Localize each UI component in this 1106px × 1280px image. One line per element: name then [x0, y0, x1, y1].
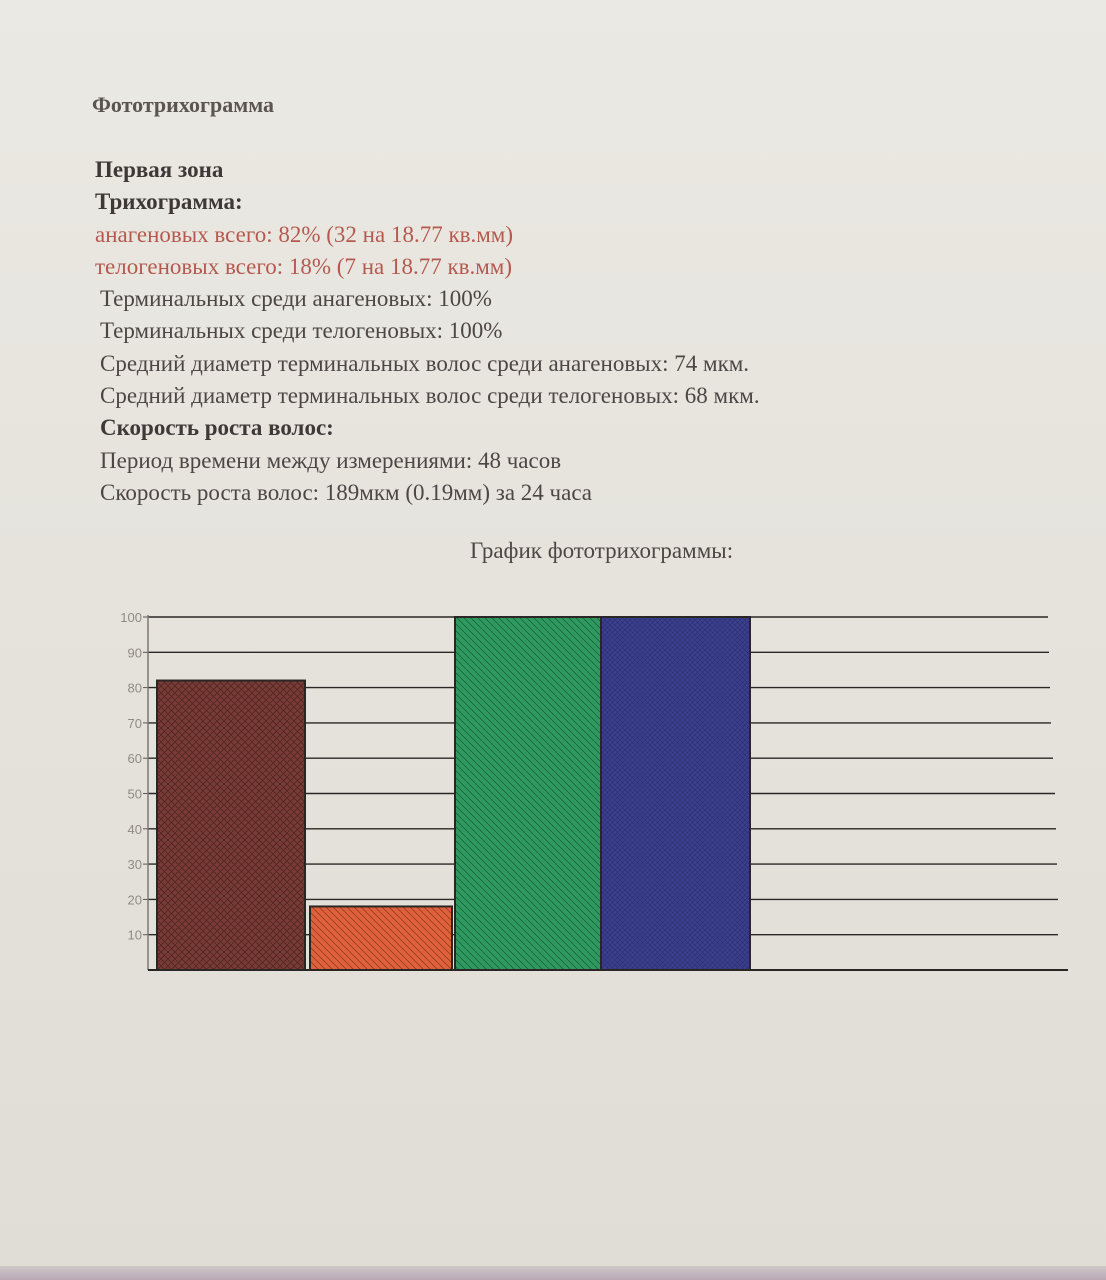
growth-rate: Скорость роста волос: 189мкм (0.19мм) за 24 часа — [100, 479, 593, 505]
growth-heading: Скорость роста волос: — [100, 415, 334, 441]
trichogram-heading: Трихограмма: — [95, 189, 243, 215]
y-tick-label: 40 — [127, 821, 142, 837]
y-tick-label: 80 — [127, 680, 142, 696]
anagen-total: анагеновых всего: 82% (32 на 18.77 кв.мм) — [95, 221, 513, 247]
bar-hatch — [157, 681, 305, 970]
document-title: Фототрихограмма — [92, 92, 275, 117]
diameter-telogen: Средний диаметр терминальных волос среди телогеновых: 68 мкм. — [100, 383, 760, 409]
y-tick-label: 30 — [127, 857, 142, 873]
telogen-total: телогеновых всего: 18% (7 на 18.77 кв.мм) — [95, 253, 513, 279]
y-tick-label: 60 — [127, 751, 142, 767]
y-tick-label: 100 — [120, 610, 142, 625]
measurement-period: Период времени между измерениями: 48 часов — [100, 447, 562, 473]
y-tick-label: 10 — [127, 927, 142, 943]
y-tick-label: 70 — [127, 715, 142, 731]
zone-heading: Первая зона — [95, 157, 224, 182]
terminal-telogen: Терминальных среди телогеновых: 100% — [100, 318, 503, 344]
terminal-anagen: Терминальных среди анагеновых: 100% — [100, 286, 492, 312]
diameter-anagen: Средний диаметр терминальных волос среди анагеновых: 74 мкм. — [100, 350, 750, 376]
bar-hatch — [601, 617, 750, 970]
y-tick-label: 50 — [127, 786, 142, 802]
chart-title: График фототрихограммы: — [470, 538, 734, 563]
y-tick-label: 90 — [127, 645, 142, 661]
bar-hatch — [310, 906, 452, 970]
y-tick-label: 20 — [127, 892, 142, 908]
bar-hatch — [455, 617, 601, 970]
